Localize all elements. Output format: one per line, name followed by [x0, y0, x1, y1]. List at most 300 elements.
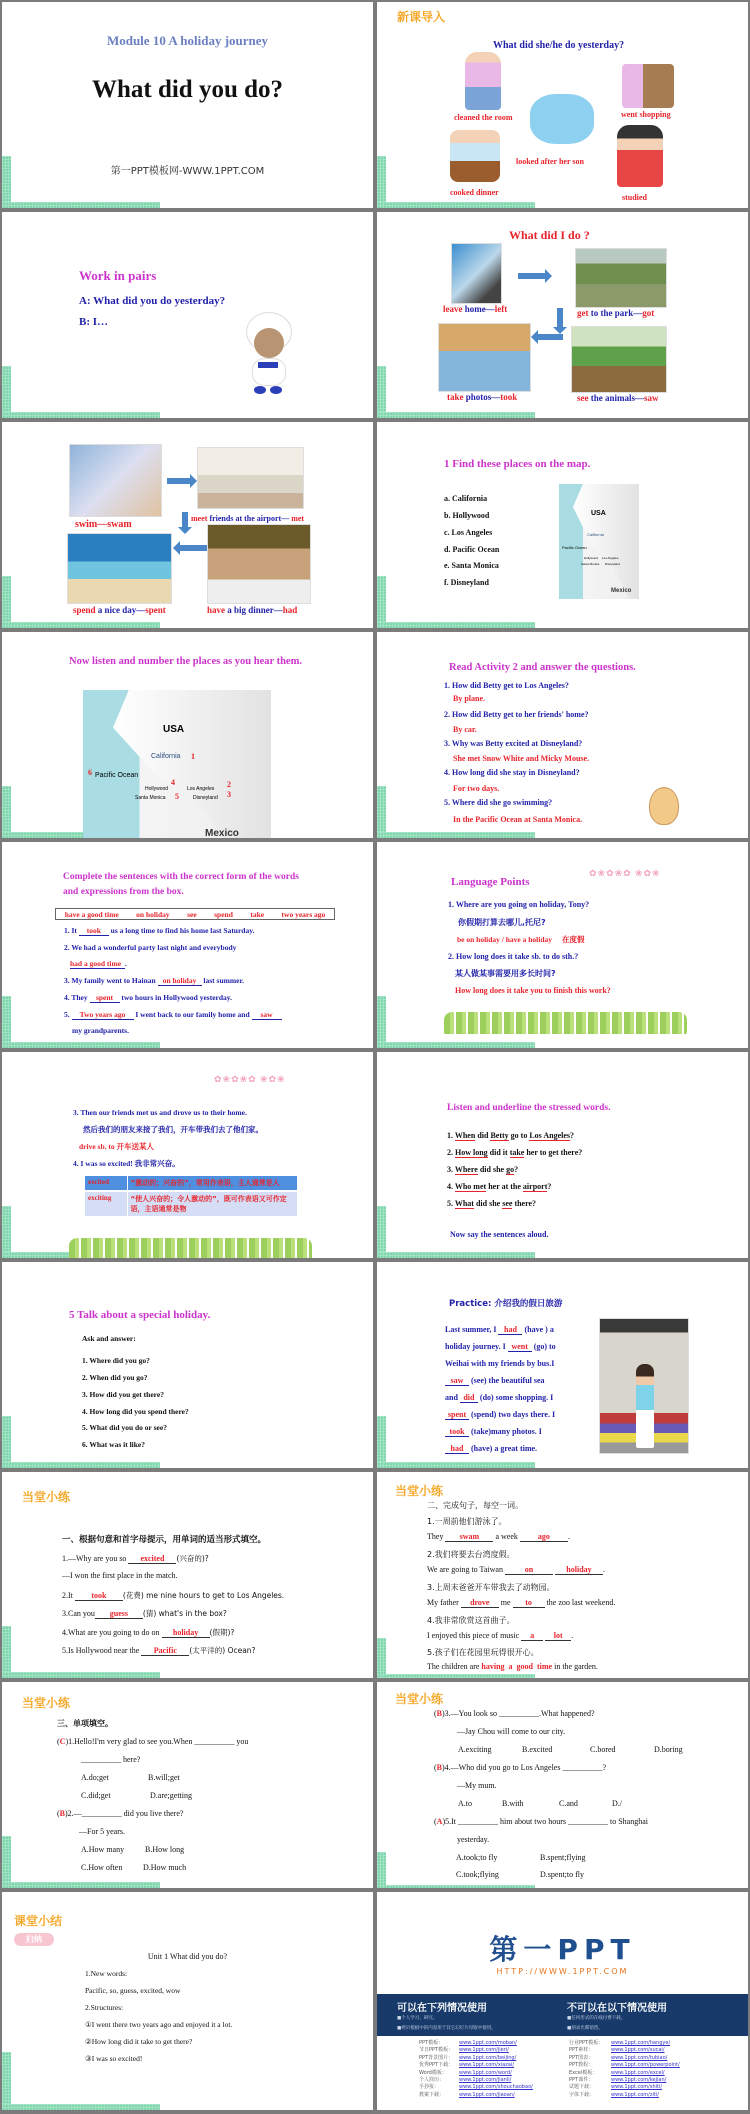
answer-blank: spent — [90, 993, 120, 1003]
ppt-logo: 第一PPT — [489, 1933, 636, 1966]
link-row: 教案下载： www.1ppt.com/jiaoan/ — [419, 2091, 515, 2098]
link[interactable]: www.1ppt.com/jianli/ — [459, 2077, 512, 2084]
cn-sentence: 5.孩子们在花园里玩得很开心。 — [427, 1648, 539, 1657]
place-item: d. Pacific Ocean — [444, 545, 500, 554]
table-cell-desc: “激动的；兴奋的”，常用作表语，主人通常是人 — [130, 1179, 280, 1187]
mc-question-cont: yesterday. — [457, 1835, 490, 1844]
slide-12-stressed-words[interactable] — [377, 1052, 748, 1258]
exercise-item: 5.Is Hollywood near the Pacific (太平洋的) Ocean? — [62, 1646, 256, 1655]
mc-answer: A — [436, 1817, 443, 1826]
instruction: 二、完成句子，每空一词。 — [427, 1501, 523, 1510]
word-box — [55, 908, 335, 920]
map-label-california: California — [587, 532, 604, 537]
slide-20-credits[interactable] — [377, 1892, 748, 2110]
link-row: PPT背景图片： www.1ppt.com/beijing/ — [419, 2054, 517, 2061]
word-box-item: take — [250, 909, 265, 919]
caption: cooked dinner — [450, 188, 499, 197]
word-box-item: two years ago — [281, 909, 326, 919]
taking-photos-photo — [438, 323, 531, 392]
practice-line: saw (see) the beautiful sea — [445, 1376, 545, 1386]
mc-option: C.How often — [81, 1863, 123, 1872]
map-label-la: Los Angeles — [602, 556, 619, 560]
cooking-image — [450, 130, 500, 182]
exercise-item: 4.What are you going to do on holiday (假期)? — [62, 1628, 235, 1637]
point-3-translation: 然后我们的朋友来接了我们，开车带我们去了他们家。 — [83, 1125, 263, 1134]
link-row: 个人简历： www.1ppt.com/jianli/ — [419, 2077, 512, 2084]
arrow-down-icon — [182, 512, 188, 528]
map-number: 4 — [171, 778, 175, 787]
word-box-item: spend — [214, 909, 233, 919]
heading: Listen and underline the stressed words. — [447, 1103, 611, 1113]
point-4: 4. I was so excited! 我非常兴奋。 — [73, 1159, 180, 1168]
point-2-example: How long does it take you to finish this work? — [455, 986, 611, 995]
link-row: PPT图表： www.1ppt.com/tubiao/ — [569, 2054, 668, 2061]
point-1-translation: 你假期打算去哪儿,托尼? — [458, 918, 546, 927]
question: 5. Where did she go swimming? — [444, 798, 553, 807]
section-title: 当堂小练 — [395, 1484, 444, 1498]
map-label-pacific: Pacific Ocean — [95, 772, 139, 779]
question-item: 1. Where did you go? — [82, 1356, 150, 1365]
mc-option: A.exciting — [458, 1745, 492, 1754]
slide-8-read-answer[interactable] — [377, 632, 748, 838]
subheading: Ask and answer: — [82, 1334, 136, 1343]
mc-option: B.with — [502, 1799, 524, 1808]
exercise-item: 1.—Why are you so excited (兴奋的)? — [62, 1554, 209, 1563]
answer-text: having a good time — [481, 1662, 553, 1671]
cannot-use-item: ■刻录光碟销售。 — [567, 2026, 603, 2031]
swimmer-photo — [69, 444, 162, 517]
map-number: 1 — [191, 752, 195, 761]
arrow-right-icon — [167, 478, 191, 484]
can-use-title: 可以在下列情况使用 — [397, 2003, 487, 2014]
answer: She met Snow White and Micky Mouse. — [453, 754, 590, 763]
link-row: PPT课件： www.1ppt.com/kejian/ — [569, 2077, 667, 2084]
slide-13-talk-holiday[interactable] — [2, 1262, 373, 1468]
map-label-disneyland: Disneyland — [193, 795, 218, 801]
instruction: 一、根据句意和首字母提示，用单词的适当形式填空。 — [62, 1535, 267, 1545]
arrow-left-icon — [179, 545, 207, 551]
en-sentence: The children are having a good time in the garden. — [427, 1662, 598, 1671]
table-cell-word: excited — [85, 1176, 127, 1191]
map-label-hollywood: Hollywood — [584, 556, 598, 560]
answer-blank: saw — [445, 1376, 469, 1386]
corner-decoration — [377, 1416, 386, 1468]
can-use-item: ■个人学习、研究。 — [397, 2016, 438, 2021]
link[interactable]: www.1ppt.com/kejian/ — [611, 2077, 667, 2084]
answer-blank: drove — [461, 1598, 499, 1608]
corner-decoration — [2, 1836, 11, 1888]
en-sentence: I enjoyed this piece of music a lot . — [427, 1631, 574, 1640]
map-label-usa: USA — [163, 724, 185, 735]
corner-decoration — [377, 366, 386, 418]
corner-decoration — [377, 1042, 535, 1048]
link[interactable]: www.1ppt.com/jieri/ — [459, 2047, 509, 2054]
mc-option: A.How many — [81, 1845, 125, 1854]
link[interactable]: www.1ppt.com/moban/ — [459, 2040, 517, 2046]
stress-sentence: 2. How long did it take her to get there? — [447, 1148, 583, 1157]
site-text: 第一PPT模板网-WWW.1PPT.COM — [110, 166, 265, 177]
slide-15-exercise-1[interactable] — [2, 1472, 373, 1678]
sentence-5-end: my grandparents. — [72, 1026, 129, 1035]
corner-decoration — [377, 1252, 535, 1258]
question-item: 2. When did you go? — [82, 1373, 148, 1382]
mc-option: B.spent;flying — [540, 1853, 586, 1862]
exercise-item: 2.It took (花费) me nine hours to get to Los Angeles. — [62, 1591, 285, 1600]
caption: cleaned the room — [454, 113, 513, 122]
en-sentence: We are going to Taiwan on holiday . — [427, 1565, 605, 1574]
answer: In the Pacific Ocean at Santa Monica. — [453, 815, 583, 824]
practice-line: Weihai with my friends by bus.I — [445, 1359, 555, 1368]
mc-question-cont: —For 5 years. — [79, 1827, 125, 1836]
answer-blank: a — [521, 1631, 543, 1641]
section-title: 当堂小练 — [22, 1490, 71, 1504]
answer-blank: lot — [545, 1631, 571, 1641]
line-a: A: What did you do yesterday? — [79, 295, 226, 307]
woman-photo — [599, 1318, 689, 1454]
point-1-phrase: be on holiday / have a holiday 在度假 — [457, 935, 585, 944]
mc-option: A.took;to fly — [456, 1853, 498, 1862]
place-item: b. Hollywood — [444, 511, 490, 520]
corner-decoration — [377, 996, 386, 1048]
park-photo — [575, 248, 667, 308]
mc-option: D.boring — [654, 1745, 683, 1754]
mc-question: (B)2.—__________ did you live there? — [57, 1809, 184, 1818]
airport-photo — [197, 447, 304, 509]
section-title: 课堂小结 — [14, 1914, 63, 1928]
caption: went shopping — [621, 110, 671, 119]
california-map — [559, 484, 639, 599]
mc-option: C.took;flying — [456, 1870, 499, 1879]
summary-line: ①I went there two years ago and enjoyed it a lot. — [85, 2020, 233, 2029]
practice-line: spent (spend) two days there. I — [445, 1410, 555, 1420]
answer: For two days. — [453, 784, 500, 793]
corner-decoration — [377, 622, 535, 628]
map-label-la: Los Angeles — [187, 786, 215, 792]
corner-decoration — [377, 1206, 386, 1258]
practice-line: and did (do) some shopping. I — [445, 1393, 554, 1402]
footer-instruction: Now say the sentences aloud. — [450, 1230, 549, 1239]
mc-option: D.How much — [143, 1863, 187, 1872]
links-left — [419, 2040, 533, 2099]
woman-cleaning-image — [465, 52, 501, 110]
answer: By car. — [453, 725, 477, 734]
caption-see-animals: see the animals—saw — [577, 393, 659, 403]
heading: Complete the sentences with the correct form of the words and expressions from the box. — [63, 872, 299, 897]
mc-question: (B)3.—You look so __________.What happened? — [434, 1709, 595, 1718]
slide-5-past-tense-photos[interactable] — [2, 422, 373, 628]
map-label-mexico: Mexico — [205, 828, 239, 838]
corner-decoration — [377, 1638, 386, 1678]
link[interactable]: www.1ppt.com/jiaoan/ — [459, 2091, 515, 2098]
question-item: 3. How did you get there? — [82, 1390, 164, 1399]
summary-title: Unit 1 What did you do? — [147, 1952, 228, 1961]
mc-option: B.excited — [522, 1745, 553, 1754]
answer-blank: took — [445, 1427, 469, 1437]
corner-decoration — [377, 1885, 535, 1888]
link-row: 试题下载： www.1ppt.com/shiti/ — [569, 2084, 663, 2091]
mc-answer: B — [436, 1763, 443, 1772]
map-number: 2 — [227, 780, 231, 789]
mc-option: B.will;get — [148, 1773, 180, 1782]
link[interactable]: www.1ppt.com/ziti/ — [611, 2091, 659, 2098]
slide-6-find-places[interactable] — [377, 422, 748, 628]
mc-option: D./ — [612, 1799, 622, 1808]
shopping-image — [622, 64, 674, 108]
slide-10-language-points[interactable] — [377, 842, 748, 1048]
link[interactable]: www.1ppt.com/excel/ — [611, 2069, 665, 2076]
heading: Work in pairs — [79, 268, 157, 283]
answer-blank: swam — [445, 1532, 493, 1542]
corner-decoration — [2, 576, 11, 628]
slide-7-listen-number[interactable] — [2, 632, 373, 838]
corner-decoration — [2, 1882, 160, 1888]
place-item: f. Disneyland — [444, 578, 489, 587]
summary-line: ②How long did it take to get there? — [85, 2037, 193, 2046]
table-cell-word: exciting — [85, 1191, 127, 1216]
mc-option: C.and — [559, 1799, 578, 1808]
corner-decoration — [2, 2052, 11, 2110]
usage-banner — [377, 1994, 748, 2036]
caption-spend: spend a nice day—spent — [73, 605, 166, 615]
sentence-5: 5. Two years ago I went back to our family home and saw — [64, 1010, 282, 1020]
corner-decoration — [2, 366, 11, 418]
question: 2. How did Betty get to her friends' home? — [444, 710, 589, 719]
slide-4-what-did-i-do[interactable] — [377, 212, 748, 418]
answer-blank: holiday — [162, 1628, 210, 1638]
cannot-use-item: ■任何形式的在线付费下载。 — [567, 2016, 626, 2021]
egg-cartoon-image — [649, 787, 679, 825]
blossom-decoration: ✿❀✿❀✿ ❀✿❀ — [589, 868, 661, 878]
stress-sentence: 5. What did she see there? — [447, 1199, 537, 1208]
line-b: B: I… — [79, 316, 109, 328]
map-label-hollywood: Hollywood — [145, 786, 169, 792]
map-label-usa: USA — [591, 510, 606, 517]
slide-16-exercise-2[interactable] — [377, 1472, 748, 1678]
sentence-3: 3. My family went to Hainan on holiday last summer. — [64, 976, 244, 985]
en-sentence: They swam a week ago . — [427, 1532, 570, 1541]
table-row — [85, 1176, 297, 1191]
link-row: 行业PPT模板： www.1ppt.com/hangye/ — [569, 2040, 671, 2046]
point-3-phrase: drive sb. to 开车送某人 — [79, 1142, 154, 1151]
slide-11-language-points-2[interactable] — [2, 1052, 373, 1258]
section-title: 当堂小练 — [395, 1692, 444, 1706]
question-item: 5. What did you do or see? — [82, 1423, 167, 1432]
answer-blank: on — [505, 1565, 553, 1575]
summary-line: 2.Structures: — [85, 2003, 124, 2012]
corner-decoration — [2, 1626, 11, 1678]
mc-answer: B — [59, 1809, 66, 1818]
map-label-california: California — [151, 753, 181, 760]
answer-blank: spent — [445, 1410, 469, 1420]
link-row: 节日PPT模板： www.1ppt.com/jieri/ — [419, 2047, 509, 2054]
link[interactable]: www.1ppt.com/beijing/ — [459, 2054, 517, 2061]
link[interactable]: www.1ppt.com/xiazai/ — [459, 2062, 515, 2069]
link-row: 优秀PPT下载： www.1ppt.com/xiazai/ — [419, 2062, 515, 2069]
practice-line: had (have) a great time. — [445, 1444, 537, 1454]
question: 3. Why was Betty excited at Disneyland? — [444, 739, 583, 748]
mc-option: C.did;get — [81, 1791, 111, 1800]
giraffes-photo — [571, 326, 667, 393]
mc-option: D.are;getting — [150, 1791, 192, 1800]
mc-option: C.bored — [590, 1745, 616, 1754]
slide-14-practice[interactable] — [377, 1262, 748, 1468]
corner-decoration — [377, 412, 535, 418]
word-box-item: have a good time — [64, 909, 119, 919]
practice-line: took (take)many photos. I — [445, 1427, 542, 1437]
link[interactable]: www.1ppt.com/tubiao/ — [611, 2054, 668, 2061]
corner-decoration — [2, 1042, 160, 1048]
link-row: PPT教程： www.1ppt.com/powerpoint/ — [569, 2062, 680, 2069]
corner-decoration — [2, 2104, 160, 2110]
corner-decoration — [377, 832, 535, 838]
link-row: Word模板： www.1ppt.com/word/ — [419, 2069, 512, 2076]
corner-decoration — [2, 1206, 11, 1258]
caption-swim: swim—swam — [75, 519, 132, 530]
corner-decoration — [2, 1462, 160, 1468]
corner-decoration — [377, 786, 386, 838]
place-item: e. Santa Monica — [444, 561, 499, 570]
point-2-translation: 某人做某事需要用多长时间? — [455, 969, 556, 978]
mc-answer: B — [436, 1709, 443, 1718]
trees-decoration — [444, 1012, 687, 1034]
link-row: PPT素材： www.1ppt.com/sucai/ — [569, 2047, 665, 2054]
link[interactable]: www.1ppt.com/shiti/ — [611, 2084, 663, 2091]
mc-answer: C — [59, 1737, 66, 1746]
map-number: 3 — [227, 790, 231, 799]
arrow-left-icon — [537, 334, 563, 340]
heading: 1 Find these places on the map. — [444, 458, 591, 470]
caption-have: have a big dinner—had — [207, 605, 298, 615]
slide-2-intro[interactable] — [377, 2, 748, 208]
mc-option: B.How long — [145, 1845, 185, 1854]
heading: Now listen and number the places as you hear them. — [69, 656, 302, 667]
exercise-item: —I won the first place in the match. — [62, 1571, 178, 1580]
answer-blank: holiday — [555, 1565, 603, 1575]
map-label-disneyland: Disneyland — [605, 562, 620, 566]
corner-decoration — [2, 1416, 11, 1468]
corner-decoration — [377, 1462, 535, 1468]
question-item: 6. What was it like? — [82, 1440, 145, 1449]
answer-blank: saw — [252, 1010, 282, 1020]
stress-sentence: 1. When did Betty go to Los Angeles? — [447, 1131, 574, 1140]
links-right — [569, 2040, 680, 2099]
corner-decoration — [377, 576, 386, 628]
caption: looked after her son — [516, 157, 584, 166]
mc-question: (A)5.It __________ him about two hours __________ to Shanghai — [434, 1817, 648, 1826]
dinner-photo — [207, 524, 311, 604]
sheep-cartoon-image — [240, 312, 298, 396]
arrow-down-icon — [557, 308, 563, 328]
summary-line: ③I was so excited! — [85, 2054, 143, 2063]
trees-decoration — [69, 1238, 312, 1258]
heading: Language Points — [451, 876, 530, 888]
map-label-santa-monica: Santa Monica — [135, 795, 166, 801]
corner-decoration — [2, 996, 11, 1048]
link-row: 字体下载： www.1ppt.com/ziti/ — [569, 2091, 659, 2098]
answer: By plane. — [453, 694, 486, 703]
blossom-decoration: ✿❀✿❀✿ ❀✿❀ — [214, 1074, 286, 1084]
mother-son-image — [530, 94, 594, 144]
place-item: c. Los Angeles — [444, 528, 493, 537]
en-sentence: My father drove me to the zoo last weekend. — [427, 1598, 616, 1607]
mc-option: A.to — [458, 1799, 472, 1808]
answer-blank: had — [445, 1444, 469, 1454]
cannot-use-title: 不可以在以下情况使用 — [567, 2003, 667, 2014]
mc-question: (B)4.—Who did you go to Los Angeles __________? — [434, 1763, 606, 1772]
module-subtitle: Module 10 A holiday journey — [106, 33, 269, 48]
question-heading: What did she/he do yesterday? — [493, 40, 625, 51]
answer-blank: to — [513, 1598, 545, 1608]
link[interactable]: www.1ppt.com/sucai/ — [611, 2047, 665, 2054]
corner-decoration — [377, 1674, 535, 1678]
link[interactable]: www.1ppt.com/hangye/ — [611, 2040, 671, 2046]
practice-line: holiday journey. I went (go) to — [445, 1342, 556, 1351]
link[interactable]: www.1ppt.com/shouchaobao/ — [459, 2084, 533, 2091]
mc-option: A.do;get — [81, 1773, 109, 1782]
stress-sentence: 3. Where did she go? — [447, 1165, 519, 1174]
answer-blank: took — [75, 1591, 123, 1601]
answer-blank: had a good time — [70, 959, 125, 969]
caption-take-photos: take photos—took — [447, 392, 518, 402]
answer-blank: excited — [128, 1554, 176, 1564]
heading: 5 Talk about a special holiday. — [69, 1309, 211, 1321]
link[interactable]: www.1ppt.com/powerpoint/ — [611, 2062, 680, 2069]
slide-9-complete-sentences[interactable] — [2, 842, 373, 1048]
sentence-4: 4. They spent two hours in Hollywood yesterday. — [64, 993, 233, 1002]
arrow-right-icon — [518, 273, 546, 279]
cn-sentence: 1.一周前他们游泳了。 — [427, 1517, 507, 1526]
caption-meet: meet friends at the airport— met — [191, 514, 305, 523]
place-item: a. California — [444, 494, 488, 503]
corner-decoration — [377, 1852, 386, 1888]
corner-decoration — [2, 1672, 160, 1678]
answer-blank: had — [498, 1325, 522, 1335]
mc-question-cont: —My mum. — [457, 1781, 497, 1790]
map-label-mexico: Mexico — [611, 588, 632, 594]
mc-question-cont: —Jay Chou will come to our city. — [457, 1727, 566, 1736]
summary-badge: 归纳 — [14, 1933, 54, 1946]
answer-blank: Pacific — [141, 1646, 189, 1656]
corner-decoration — [377, 156, 386, 208]
mc-question: (C)1.Hello!I'm very glad to see you.When __________ you — [57, 1737, 249, 1746]
table-row — [85, 1191, 297, 1216]
question-item: 4. How long did you spend there? — [82, 1407, 189, 1416]
caption-leave-home: leave home—left — [443, 304, 508, 314]
word-box-item: see — [187, 909, 197, 919]
heading: Read Activity 2 and answer the questions. — [449, 662, 636, 673]
caption-get-to-park: get to the park—got — [577, 308, 655, 318]
slide-19-summary[interactable] — [2, 1892, 373, 2110]
map-label-pacific: Pacific Ocean — [562, 545, 587, 550]
question: 4. How long did she stay in Disneyland? — [444, 768, 580, 777]
slide-1-title[interactable] — [2, 2, 373, 208]
link-row: PPT模板： www.1ppt.com/moban/ — [419, 2040, 517, 2046]
caption: studied — [622, 193, 647, 202]
point-3: 3. Then our friends met us and drove us to their home. — [73, 1108, 247, 1117]
answer-blank: Two years ago — [72, 1010, 134, 1020]
point-1: 1. Where are you going on holiday, Tony? — [448, 900, 590, 909]
slide-18-exercise-3-cont[interactable] — [377, 1682, 748, 1888]
mc-question-cont: __________ here? — [81, 1755, 141, 1764]
slide-17-exercise-3[interactable] — [2, 1682, 373, 1888]
answer-blank: went — [508, 1342, 532, 1352]
summary-line: 1.New words: — [85, 1969, 128, 1978]
link[interactable]: www.1ppt.com/word/ — [459, 2069, 512, 2076]
stress-sentence: 4. Who met her at the airport? — [447, 1182, 552, 1191]
corner-decoration — [2, 786, 11, 838]
logo-url: HTTP://WWW.1PPT.COM — [496, 1967, 629, 1976]
slide-3-work-in-pairs[interactable] — [2, 212, 373, 418]
